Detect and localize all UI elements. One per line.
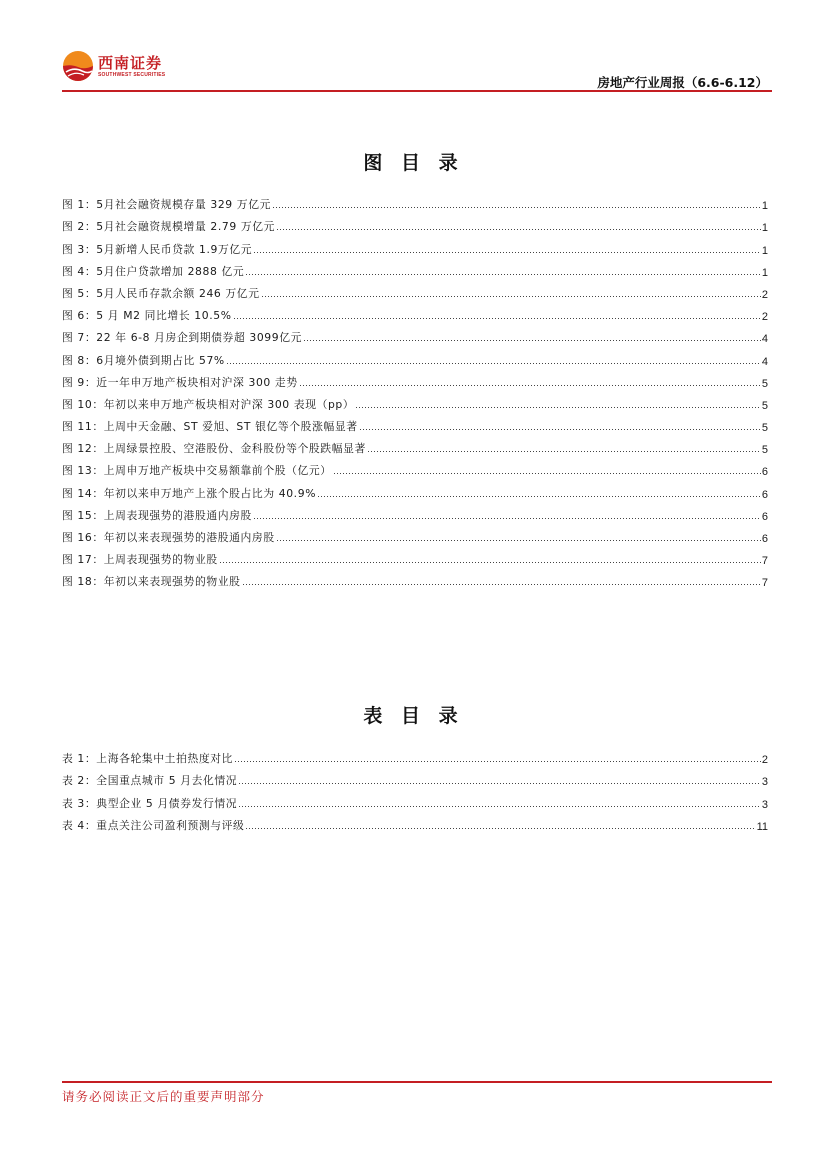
toc-entry-label: 表 1：上海各轮集中土拍热度对比: [62, 752, 234, 766]
toc-entry-page: 5: [761, 422, 768, 435]
figure-toc-entry[interactable]: [62, 478, 768, 500]
toc-entry-label: 图 14：年初以来申万地产上涨个股占比为 40.9%: [62, 486, 317, 500]
toc-entry-page: 2: [761, 288, 768, 301]
table-toc-entry[interactable]: [62, 766, 768, 788]
toc-dot-leader: [276, 229, 761, 230]
toc-dot-leader: [245, 828, 755, 829]
toc-dot-leader: [359, 429, 761, 430]
toc-entry-label: 图 4：5月住户贷款增加 2888 亿元: [62, 264, 245, 278]
figure-toc-entry[interactable]: [62, 368, 768, 390]
toc-entry-label: 图 6：5 月 M2 同比增长 10.5%: [62, 309, 232, 323]
toc-entry-label: 图 16：年初以来表现强势的港股通内房股: [62, 531, 275, 544]
toc-entry-label: 图 17：上周表现强势的物业股: [62, 553, 218, 567]
toc-dot-leader: [276, 540, 761, 541]
toc-entry-label: 图 7：22 年 6-8 月房企到期债券超 3099亿元: [62, 331, 303, 345]
page-header: [62, 50, 772, 92]
report-title: 房地产行业周报（6.6-6.12）: [597, 75, 768, 90]
toc-entry-page: 11: [756, 820, 768, 833]
toc-entry-label: 图 5：5月人民币存款余额 246 万亿元: [62, 286, 260, 300]
toc-dot-leader: [253, 518, 761, 519]
figure-toc-entry[interactable]: [62, 323, 768, 345]
toc-entry-label: 图 1：5月社会融资规模存量 329 万亿元: [62, 198, 271, 212]
toc-entry-page: 6: [761, 533, 768, 545]
figure-toc-entry[interactable]: [62, 412, 768, 434]
toc-entry-page: 4: [761, 355, 768, 368]
toc-entry-label: 图 13：上周申万地产板块中交易额靠前个股（亿元）: [62, 464, 332, 478]
toc-entry-page: 5: [761, 377, 768, 390]
toc-entry-page: 5: [761, 444, 768, 457]
figure-toc-entry[interactable]: [62, 545, 768, 567]
toc-entry-page: 1: [761, 200, 768, 213]
toc-dot-leader: [233, 318, 761, 319]
figure-toc-entry[interactable]: [62, 257, 768, 279]
logo-chinese-name: 西南证券: [98, 53, 163, 72]
toc-entry-page: 1: [761, 222, 768, 235]
figure-toc-entry[interactable]: [62, 390, 768, 412]
footer-divider: [62, 1081, 772, 1083]
toc-dot-leader: [234, 761, 761, 762]
toc-dot-leader: [333, 473, 761, 474]
figure-toc-entry[interactable]: [62, 523, 768, 545]
toc-entry-label: 表 2：全国重点城市 5 月去化情况: [62, 774, 238, 788]
toc-entry-label: 图 12：上周绿景控股、空港股份、金科股份等个股跌幅显著: [62, 442, 366, 456]
toc-entry-page: 2: [761, 311, 768, 324]
toc-entry-page: 3: [761, 776, 768, 789]
toc-entry-label: 表 4：重点关注公司盈利预测与评级: [62, 818, 245, 832]
toc-entry-label: 图 18：年初以来表现强势的物业股: [62, 575, 241, 589]
toc-entry-page: 6: [761, 510, 768, 523]
toc-dot-leader: [299, 385, 761, 386]
table-toc-entry[interactable]: [62, 744, 768, 766]
toc-dot-leader: [238, 783, 761, 784]
toc-entry-page: 3: [761, 798, 768, 811]
figure-toc-entry[interactable]: [62, 212, 768, 234]
figure-toc-entry[interactable]: [62, 456, 768, 478]
toc-entry-page: 1: [761, 244, 768, 257]
toc-dot-leader: [238, 806, 761, 807]
toc-entry-page: 1: [761, 266, 768, 279]
toc-dot-leader: [272, 207, 761, 208]
toc-dot-leader: [245, 274, 761, 275]
logo-sun-icon: [62, 50, 94, 82]
footer-disclaimer: 请务必阅读正文后的重要声明部分: [62, 1089, 265, 1104]
toc-entry-page: 2: [761, 754, 768, 767]
tables-toc-list: [62, 744, 768, 833]
toc-entry-page: 7: [761, 555, 768, 568]
toc-dot-leader: [303, 340, 761, 341]
toc-dot-leader: [367, 451, 761, 452]
toc-entry-page: 7: [761, 577, 768, 590]
figure-toc-entry[interactable]: [62, 234, 768, 256]
toc-entry-page: 5: [761, 399, 768, 412]
toc-entry-label: 图 8：6月境外债到期占比 57%: [62, 353, 225, 367]
table-toc-entry[interactable]: [62, 811, 768, 833]
toc-entry-label: 图 15：上周表现强势的港股通内房股: [62, 508, 252, 522]
tables-toc-title: 表 目 录: [363, 705, 464, 727]
toc-entry-label: 图 2：5月社会融资规模增量 2.79 万亿元: [62, 220, 276, 234]
figure-toc-entry[interactable]: [62, 190, 768, 212]
figure-toc-entry[interactable]: [62, 434, 768, 456]
company-logo: [62, 50, 165, 82]
toc-dot-leader: [242, 584, 761, 585]
figures-toc-list: [62, 190, 768, 589]
toc-entry-page: 6: [761, 466, 768, 479]
table-toc-entry[interactable]: [62, 788, 768, 810]
toc-dot-leader: [253, 252, 761, 253]
toc-dot-leader: [317, 496, 761, 497]
toc-entry-label: 图 3：5月新增人民币贷款 1.9万亿元: [62, 242, 253, 256]
figure-toc-entry[interactable]: [62, 345, 768, 367]
figure-toc-entry[interactable]: [62, 501, 768, 523]
toc-entry-label: 图 11：上周中天金融、ST 爱旭、ST 银亿等个股涨幅显著: [62, 420, 358, 434]
toc-dot-leader: [261, 296, 761, 297]
toc-dot-leader: [226, 363, 761, 364]
figure-toc-entry[interactable]: [62, 279, 768, 301]
logo-english-name: SOUTHWEST SECURITIES: [98, 71, 166, 78]
toc-dot-leader: [219, 562, 761, 563]
toc-entry-label: 表 3：典型企业 5 月债券发行情况: [62, 796, 238, 810]
toc-entry-page: 6: [761, 488, 768, 501]
figures-toc-title: 图 目 录: [363, 152, 464, 174]
toc-entry-label: 图 9：近一年申万地产板块相对沪深 300 走势: [62, 375, 298, 389]
header-divider: [62, 90, 772, 92]
figure-toc-entry[interactable]: [62, 567, 768, 589]
toc-entry-page: 4: [761, 333, 768, 346]
toc-entry-label: 图 10：年初以来申万地产板块相对沪深 300 表现（pp）: [62, 397, 355, 411]
toc-dot-leader: [355, 407, 761, 408]
figure-toc-entry[interactable]: [62, 301, 768, 323]
